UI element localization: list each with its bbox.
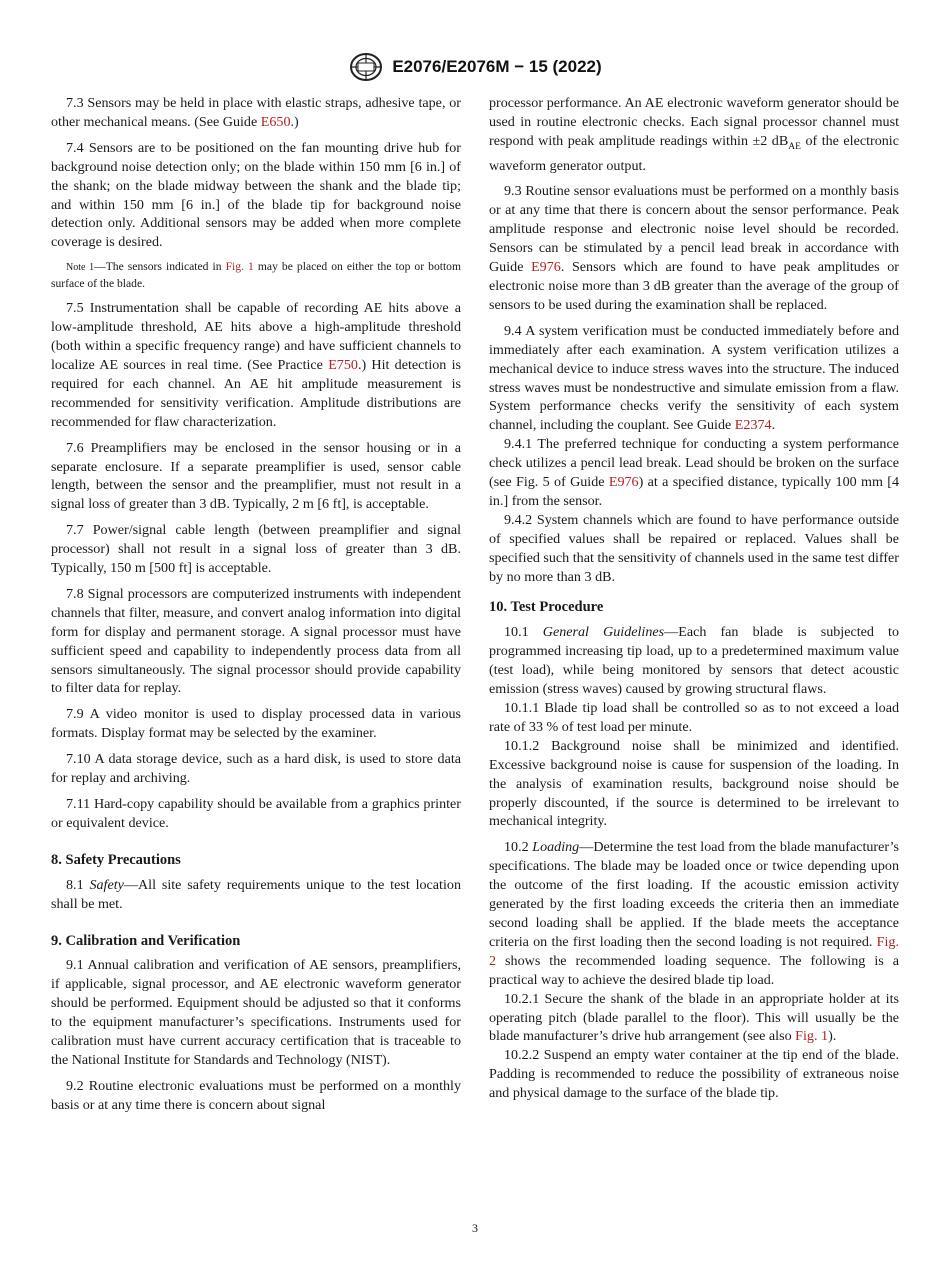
ref-link-fig-1[interactable]: Fig. 1 <box>225 260 254 274</box>
paragraph-9-2-continued: processor performance. An AE electronic waveform generator should be used in routine electronic checks. Each signal processor channel must respond with peak amplitude readings within ±2 $dB_{AE}$ of the electronic waveform generator output. <box>489 95 899 174</box>
ref-link-fig-2[interactable]: Fig. 2 <box>489 933 899 969</box>
paragraph-10-2-1: 10.2.1 Secure the shank of the blade in an appropriate holder at its operating pitch (blade parallel to the floor). This will usually be the blade manufacturer’s drive hub arrangement (see also Fig. 1). <box>489 990 899 1045</box>
paragraph-7-10: 7.10 A data storage device, such as a hard disk, is used to store data for replay and archiving. <box>51 751 461 787</box>
paragraph-8-1: 8.1 Safety—All site safety requirements unique to the test location shall be met. <box>51 876 461 912</box>
paragraph-9-4: 9.4 A system verification must be conducted immediately before and immediately after each examination. A system verification utilizes a mechanical device to induce stress waves into the structure. The induced stress waves must be nondestructive and simulate emission from a flaw. System performance checks verify the sensitivity of each system channel, including the couplant. See Guide E2374. <box>489 322 899 434</box>
paragraph-10-2-2: 10.2.2 Suspend an empty water container at the tip end of the blade. Padding is recommended to reduce the possibility of extraneous noise and physical damage to the surface of the blade tip. <box>489 1047 899 1102</box>
ref-link-e750[interactable]: E750 <box>328 356 358 373</box>
section-heading-8: 8. Safety Precautions <box>51 851 181 868</box>
paragraph-7-5: 7.5 Instrumentation shall be capable of recording AE hits above a low-amplitude threshold, AE hits above a high-amplitude threshold (both within a specific frequency range) and have sufficient channels to localize AE sources in real time. (See Practice E750.) Hit detection is required for each channel. An AE hit amplitude measurement is recommended for sensitivity verification. Amplitude distributions are recommended for flaw characterization. <box>51 300 461 430</box>
paragraph-10-2: 10.2 Loading—Determine the test load from the blade manufacturer’s specifications. The blade may be loaded once or twice depending upon the outcome of the first loading. If the acoustic emission activity generated by the first loading exceeds the criteria then an immediate second loading shall be applied. If the blade meets the acceptance criteria on the first loading then the second loading is not required. Fig. 2 shows the recommended loading sequence. The following is a practical way to achieve the desired blade tip load. <box>489 839 899 988</box>
section-heading-10: 10. Test Procedure <box>489 599 604 616</box>
section-heading-9: 9. Calibration and Verification <box>51 932 241 949</box>
note-1: Note 1—The sensors indicated in Fig. 1 may be placed on either the top or bottom surface of the blade. <box>51 260 462 290</box>
note-label: Note 1 <box>66 262 95 274</box>
ref-link-e650[interactable]: E650 <box>260 113 291 130</box>
paragraph-7-9: 7.9 A video monitor is used to display processed data in various formats. Display format may be selected by the examiner. <box>51 706 461 742</box>
paragraph-7-4: 7.4 Sensors are to be positioned on the fan mounting drive hub for background noise detection only; on the blade within 150 mm [6 in.] of the shank; on the blade midway between the shank and the blade tip; and within 150 mm [6 in.] of the blade tip for background noise detection only. Additional sensors may be added when more complete coverage is desired. <box>51 139 461 251</box>
paragraph-9-3: 9.3 Routine sensor evaluations must be performed on a monthly basis or at any time that there is concern about the sensor performance. Peak amplitude response and electronic noise level should be recorded. Sensors can be stimulated by a pencil lead break in accordance with Guide E976. Sensors which are found to have peak amplitudes or electronic noise more than 3 dB greater than the average of the group of sensors to be used during the examination shall be replaced. <box>489 183 899 313</box>
ref-link-e976[interactable]: E976 <box>531 259 561 276</box>
paragraph-10-1: 10.1 General Guidelines—Each fan blade is subjected to programmed increasing tip load, up to a predetermined maximum value (test load), while being monitored by sensors that detect acoustic emission (stress waves) caused by growing structural flaws. <box>489 624 899 698</box>
right-column <box>489 94 899 1103</box>
paragraph-7-8: 7.8 Signal processors are computerized instruments with independent channels that filter, measure, and convert analog information into digital form for display and permanent storage. A signal processor must have sufficient speed and capability to independently process data from all sensors simultaneously. The signal processor should provide capability to filter data for replay. <box>51 585 461 697</box>
paragraph-7-11: 7.11 Hard-copy capability should be available from a graphics printer or equivalent device. <box>51 796 461 831</box>
astm-logo-icon <box>348 52 384 82</box>
ref-link-e976[interactable]: E976 <box>608 474 639 491</box>
ref-link-fig-1[interactable]: Fig. 1 <box>795 1028 829 1045</box>
page-number: 3 <box>472 1221 478 1235</box>
paragraph-9-4-2: 9.4.2 System channels which are found to have performance outside of specified values shall be repaired or replaced. Values shall be specified such that the sensitivity of channels used in the same test differ by no more than 3 dB. <box>489 511 899 585</box>
paragraph-9-4-1: 9.4.1 The preferred technique for conducting a system performance check utilizes a pencil lead break. Lead should be broken on the surface (see Fig. 5 of Guide E976) at a specified distance, typically 100 mm [4 in.] from the sensor. <box>489 436 899 509</box>
ref-link-e2374[interactable]: E2374 <box>734 417 772 434</box>
left-column <box>51 94 461 1115</box>
paragraph-7-3: 7.3 Sensors may be held in place with elastic straps, adhesive tape, or other mechanical means. (See Guide E650.) <box>51 95 461 130</box>
paragraph-9-2: 9.2 Routine electronic evaluations must be performed on a monthly basis or at any time there is concern about signal <box>51 1077 461 1113</box>
paragraph-7-6: 7.6 Preamplifiers may be enclosed in the sensor housing or in a separate enclosure. If a separate preamplifier is used, sensor cable length, between the sensor and the preamplifier, must not result in a signal loss of greater than 3 dB. Typically, 2 m [6 ft], is acceptable. <box>51 439 461 513</box>
standard-designation: E2076/E2076M − 15 (2022) <box>392 57 602 76</box>
paragraph-10-1-1: 10.1.1 Blade tip load shall be controlled so as to not exceed a load rate of 33 % of test load per minute. <box>489 700 899 735</box>
paragraph-7-7: 7.7 Power/signal cable length (between preamplifier and signal processor) shall not result in a signal loss of greater than 3 dB. Typically, 150 m [500 ft] is acceptable. <box>51 522 461 577</box>
paragraph-10-1-2: 10.1.2 Background noise shall be minimized and identified. Excessive background noise is cause for suspension of the loading. In the analysis of examination results, background noise should be properly discounted, if the source is determined to be irrelevant to mechanical integrity. <box>489 737 899 830</box>
paragraph-9-1: 9.1 Annual calibration and verification of AE sensors, preamplifiers, if applicable, signal processor, and AE electronic waveform generator should be performed. Equipment should be adjusted so that it conforms to the equipment manufacturer’s specifications. Instruments used for calibration must have current accuracy certification that is traceable to the National Institute for Standards and Technology (NIST). <box>51 957 461 1068</box>
page-header <box>0 52 950 87</box>
